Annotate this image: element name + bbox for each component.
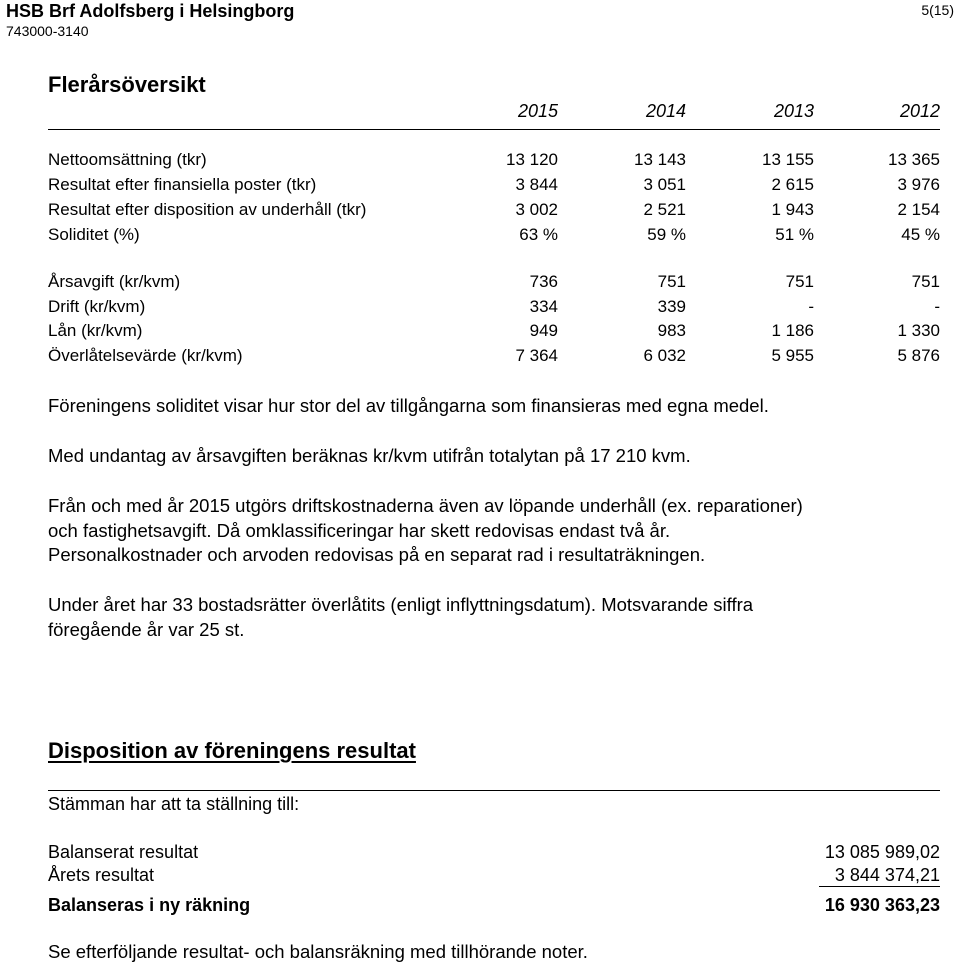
result-value: 3 844 374,21 <box>819 865 940 887</box>
table-cell: 3 844 <box>515 175 558 194</box>
year-header-row <box>48 100 940 130</box>
table-cell: 1 943 <box>771 200 814 219</box>
page-header <box>6 0 954 42</box>
table-cell: 5 955 <box>771 346 814 365</box>
row-label: Resultat efter disposition av underhåll (tkr) <box>48 200 367 219</box>
table-cell: 6 032 <box>643 346 686 365</box>
row-label: Resultat efter finansiella poster (tkr) <box>48 175 317 194</box>
note-drift-line: Från och med år 2015 utgörs driftskostnaderna även av löpande underhåll (ex. reparationer) <box>48 495 803 516</box>
table-cell: 2 521 <box>643 200 686 219</box>
table-cell: 983 <box>657 321 686 340</box>
note-drift-line: Personalkostnader och arvoden redovisas på en separat rad i resultaträkningen. <box>48 544 706 565</box>
total-value: 16 930 363,23 <box>824 895 940 915</box>
page-number: 5(15) <box>921 2 954 18</box>
table-cell: 751 <box>657 272 686 291</box>
table-row <box>48 297 940 321</box>
table-cell: 1 330 <box>897 321 940 340</box>
table-cell: 3 051 <box>643 175 686 194</box>
table-cell: 13 120 <box>506 150 558 169</box>
row-label: Drift (kr/kvm) <box>48 297 146 316</box>
table-cell: 3 976 <box>897 175 940 194</box>
stamma-label: Stämman har att ta ställning till: <box>48 794 300 814</box>
table-row <box>48 272 940 296</box>
result-value: 13 085 989,02 <box>824 842 940 862</box>
note-overlatelse-line: Under året har 33 bostadsrätter överlåtits (enligt inflyttningsdatum). Motsvarande siffra <box>48 594 754 615</box>
table-cell: 51 % <box>775 225 814 244</box>
note-overlatelse-line: föregående år var 25 st. <box>48 619 245 640</box>
row-label: Årsavgift (kr/kvm) <box>48 272 181 291</box>
table-cell: 63 % <box>519 225 558 244</box>
table-cell: 751 <box>911 272 940 291</box>
table-row <box>48 321 940 345</box>
table-cell: - <box>934 297 940 316</box>
note-drift-line: och fastighetsavgift. Då omklassificeringar har skett redovisas endast två år. <box>48 520 671 541</box>
table-cell: 339 <box>657 297 686 316</box>
total-label: Balanseras i ny räkning <box>48 895 251 915</box>
row-label: Överlåtelsevärde (kr/kvm) <box>48 346 243 365</box>
row-label: Soliditet (%) <box>48 225 140 244</box>
table-row <box>48 200 940 224</box>
row-label: Nettoomsättning (tkr) <box>48 150 207 169</box>
footer-text: Se efterföljande resultat- och balansräkning med tillhörande noter. <box>48 941 588 962</box>
row-label: Lån (kr/kvm) <box>48 321 143 340</box>
table-cell: 13 155 <box>762 150 814 169</box>
table-cell: 3 002 <box>515 200 558 219</box>
org-name: HSB Brf Adolfsberg i Helsingborg <box>6 1 295 21</box>
table-cell: 1 186 <box>771 321 814 340</box>
total-row <box>48 895 940 921</box>
table-row <box>48 175 940 199</box>
table-cell: 13 365 <box>888 150 940 169</box>
year-column-header: 2015 <box>517 101 558 121</box>
table-row <box>48 225 940 249</box>
note-arsavgift: Med undantag av årsavgiften beräknas kr/kvm utifrån totalytan på 17 210 kvm. <box>48 445 691 466</box>
stamma-row <box>48 790 940 818</box>
table-cell: 2 154 <box>897 200 940 219</box>
table-cell: 949 <box>529 321 558 340</box>
table-cell: 751 <box>785 272 814 291</box>
table-cell: 7 364 <box>515 346 558 365</box>
table-row <box>48 150 940 174</box>
table-cell: 13 143 <box>634 150 686 169</box>
table-cell: 59 % <box>647 225 686 244</box>
table-cell: - <box>808 297 814 316</box>
result-row <box>48 865 940 891</box>
year-column-header: 2013 <box>773 101 814 121</box>
table-cell: 45 % <box>901 225 940 244</box>
note-soliditet: Föreningens soliditet visar hur stor del av tillgångarna som finansieras med egna medel. <box>48 395 769 416</box>
org-number: 743000-3140 <box>6 23 89 39</box>
result-label: Balanserat resultat <box>48 842 199 862</box>
table-cell: 2 615 <box>771 175 814 194</box>
table-cell: 334 <box>529 297 558 316</box>
disposition-title: Disposition av föreningens resultat <box>48 738 416 763</box>
table-cell: 736 <box>529 272 558 291</box>
year-column-header: 2014 <box>645 101 686 121</box>
year-column-header: 2012 <box>899 101 940 121</box>
overview-title: Flerårsöversikt <box>48 72 206 97</box>
table-cell: 5 876 <box>897 346 940 365</box>
table-row <box>48 346 940 370</box>
result-label: Årets resultat <box>48 865 155 885</box>
